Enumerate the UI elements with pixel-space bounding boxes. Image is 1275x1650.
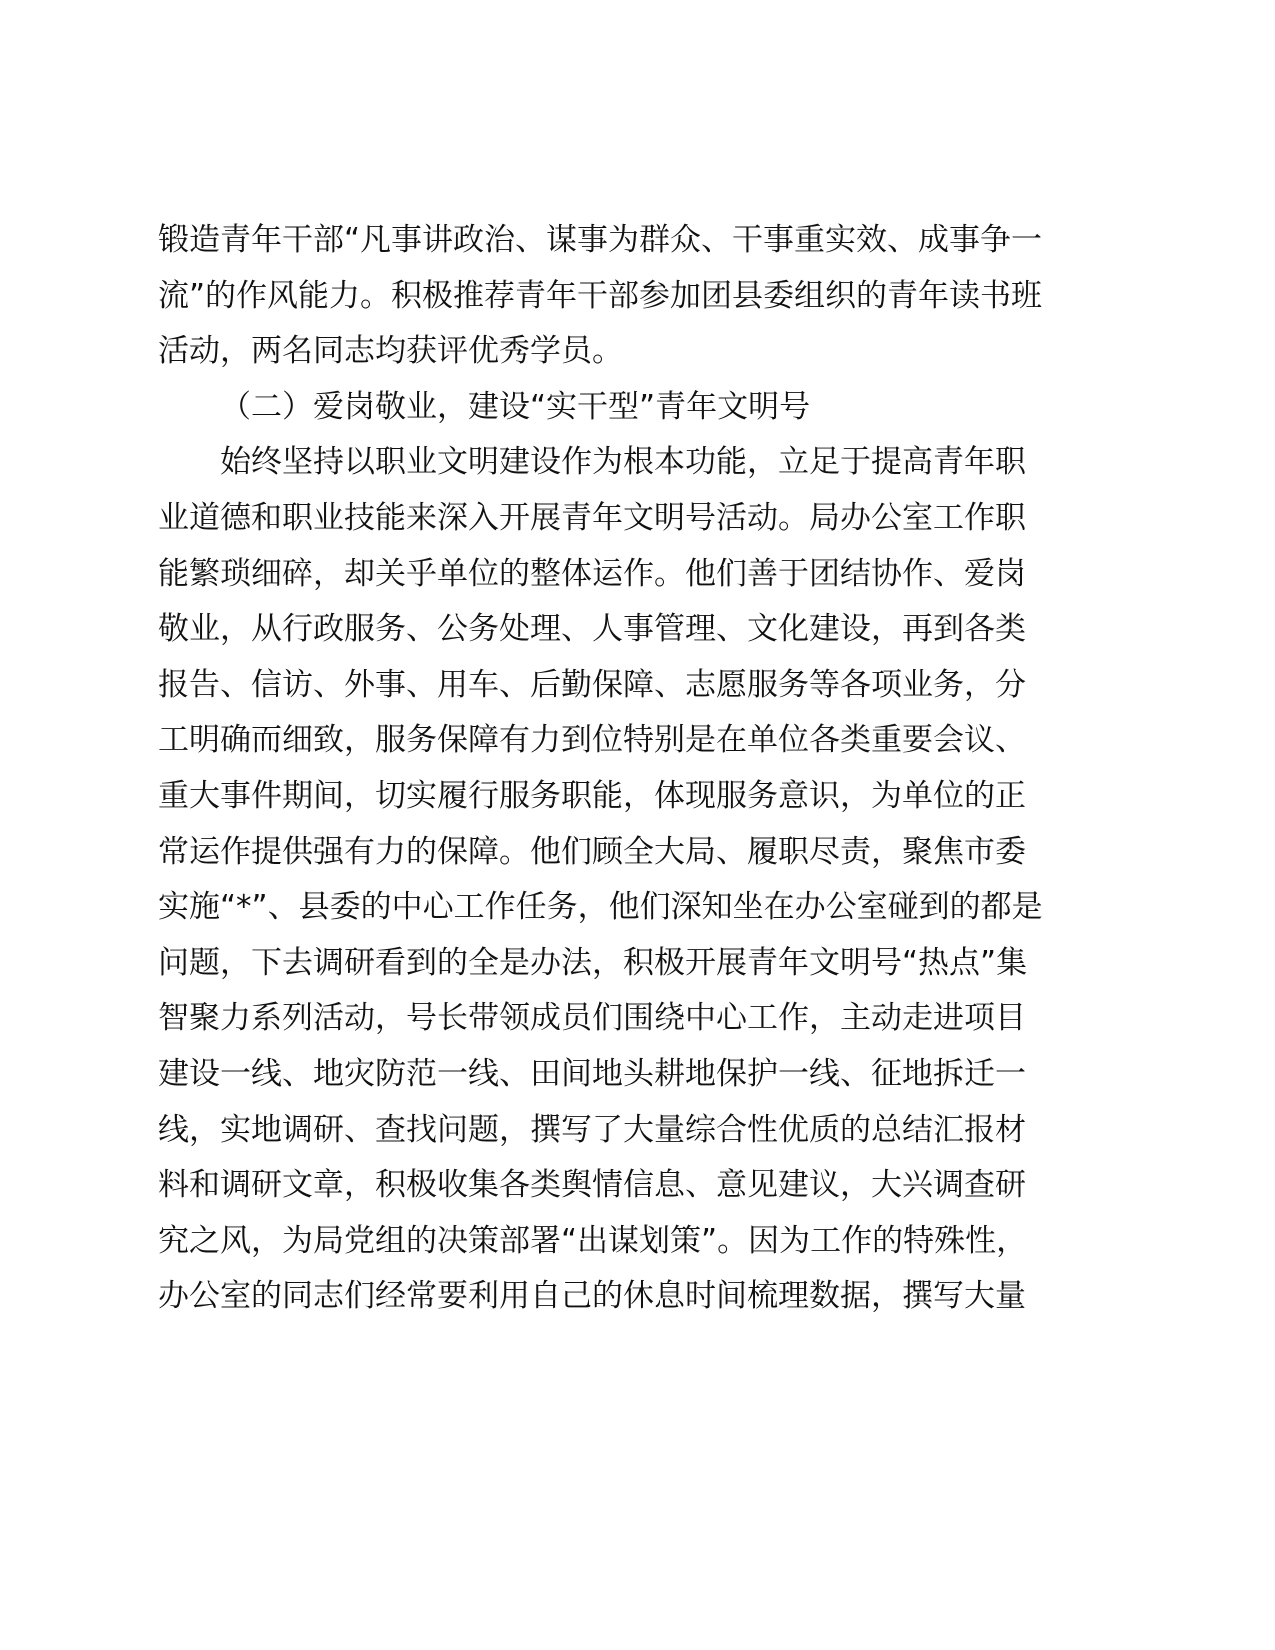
- paragraph-line-11: 重大事件期间，切实履行服务职能，体现服务意识，为单位的正: [158, 777, 1026, 814]
- paragraph-line-3: 活动，两名同志均获评优秀学员。: [158, 333, 623, 370]
- document-body: [158, 213, 1074, 1325]
- paragraph-line-13: 实施“*”、县委的中心工作任务，他们深知坐在办公室碰到的都是: [158, 889, 1043, 926]
- paragraph-line-2: 流”的作风能力。积极推荐青年干部参加团县委组织的青年读书班: [158, 277, 1043, 314]
- paragraph-line-19: 究之风，为局党组的决策部署“出谋划策”。因为工作的特殊性，: [158, 1222, 1028, 1259]
- paragraph-line-12: 常运作提供强有力的保障。他们顾全大局、履职尽责，聚焦市委: [158, 833, 1026, 870]
- paragraph-line-14: 问题，下去调研看到的全是办法，积极开展青年文明号“热点”集: [158, 944, 1028, 981]
- paragraph-line-20: 办公室的同志们经常要利用自己的休息时间梳理数据，撰写大量: [158, 1278, 1026, 1315]
- paragraph-line-16: 建设一线、地灾防范一线、田间地头耕地保护一线、征地拆迁一: [158, 1055, 1026, 1092]
- paragraph-line-10: 工明确而细致，服务保障有力到位特别是在单位各类重要会议、: [158, 722, 1026, 759]
- paragraph-line-1: 锻造青年干部“凡事讲政治、谋事为群众、干事重实效、成事争一: [158, 222, 1043, 258]
- paragraph-line-17: 线，实地调研、查找问题，撰写了大量综合性优质的总结汇报材: [158, 1111, 1026, 1148]
- paragraph-line-15: 智聚力系列活动，号长带领成员们围绕中心工作，主动走进项目: [158, 1000, 1026, 1037]
- paragraph-line-5: 始终坚持以职业文明建设作为根本功能，立足于提高青年职: [220, 444, 1026, 481]
- section-heading: （二）爱岗敬业，建设“实干型”青年文明号: [220, 388, 811, 425]
- paragraph-line-18: 料和调研文章，积极收集各类舆情信息、意见建议，大兴调查研: [158, 1167, 1026, 1204]
- paragraph-line-9: 报告、信访、外事、用车、后勤保障、志愿服务等各项业务，分: [158, 666, 1026, 703]
- paragraph-line-8: 敬业，从行政服务、公务处理、人事管理、文化建设，再到各类: [158, 611, 1026, 648]
- paragraph-line-7: 能繁琐细碎，却关乎单位的整体运作。他们善于团结协作、爱岗: [158, 555, 1026, 592]
- paragraph-line-6: 业道德和职业技能来深入开展青年文明号活动。局办公室工作职: [158, 499, 1026, 536]
